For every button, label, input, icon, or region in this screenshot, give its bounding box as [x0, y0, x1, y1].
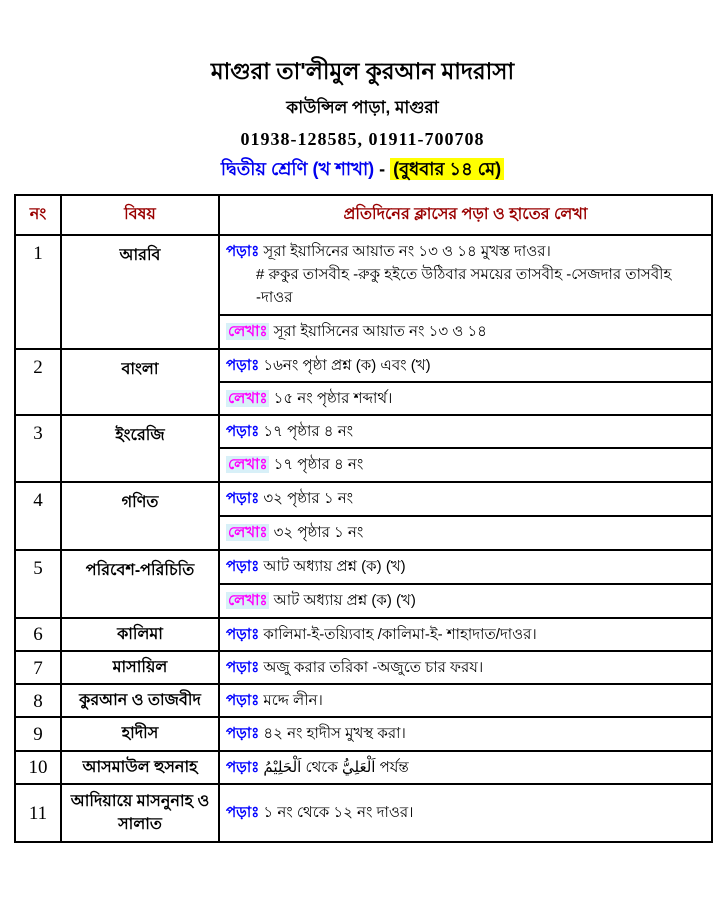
- class-and-date-line: [0, 155, 725, 186]
- table-row: [15, 349, 712, 382]
- pora-line: [226, 240, 705, 263]
- lekha-text: আট অধ্যায় প্রশ্ন (ক) (খ): [273, 592, 416, 610]
- madrasa-title: মাগুরা তা'লীমুল কুরআন মাদরাসা: [210, 58, 515, 84]
- subject-cell: আদিয়ায়ে মাসনুনাহ ও সালাত: [61, 784, 219, 842]
- pora-text: ১ নং থেকে ১২ নং দাওর।: [263, 804, 414, 822]
- row-number: 4: [15, 482, 61, 550]
- row-number: 1: [15, 235, 61, 349]
- lekha-text: ১৭ পৃষ্ঠার ৪ নং: [273, 456, 364, 474]
- pora-text: অজু করার তরিকা -অজুতে চার ফরয।: [263, 658, 484, 676]
- row-number: 10: [15, 751, 61, 784]
- pora-label: পড়াঃ: [226, 558, 260, 576]
- col-header-subject: বিষয়: [61, 195, 219, 235]
- table-row: [15, 415, 712, 448]
- subject-cell: আসমাউল হুসনাহ: [61, 751, 219, 784]
- pora-cell: [219, 784, 712, 842]
- pora-cell: [219, 684, 712, 717]
- pora-cell: [219, 651, 712, 684]
- pora-cell: [219, 550, 712, 584]
- pora-text: সূরা ইয়াসিনের আয়াত নং ১৩ ও ১৪ মুখস্ত দাওর।: [263, 242, 551, 260]
- pora-text: ১৬নং পৃষ্ঠা প্রশ্ন (ক) এবং (খ): [263, 356, 431, 374]
- subject-cell: বাংলা: [61, 349, 219, 416]
- document-header: [0, 0, 725, 186]
- pora-label: পড়াঃ: [226, 692, 260, 710]
- lekha-cell: [219, 315, 712, 349]
- pora-label: পড়াঃ: [226, 423, 260, 441]
- lesson-table: [14, 194, 713, 843]
- lekha-label: লেখাঃ: [228, 524, 268, 542]
- subject-cell: কালিমা: [61, 618, 219, 651]
- pora-cell: [219, 717, 712, 750]
- pora-cell: [219, 751, 712, 784]
- pora-text: ৪২ নং হাদীস মুখস্থ করা।: [263, 725, 406, 743]
- lekha-cell: [219, 516, 712, 550]
- pora-label: পড়াঃ: [226, 658, 260, 676]
- col-header-no: নং: [15, 195, 61, 235]
- pora-note: # রুকুর তাসবীহ -রুকু হইতে উঠিবার সময়ের তাসবীহ -সেজদার তাসবীহ -দাওর: [256, 266, 672, 307]
- row-number: 3: [15, 415, 61, 482]
- pora-cell: [219, 349, 712, 382]
- table-row: [15, 751, 712, 784]
- table-header-row: [15, 195, 712, 235]
- table-row: [15, 550, 712, 584]
- table-row: [15, 684, 712, 717]
- subject-cell: হাদীস: [61, 717, 219, 750]
- row-number: 11: [15, 784, 61, 842]
- lekha-cell: [219, 382, 712, 415]
- madrasa-address: কাউন্সিল পাড়া, মাগুরা: [286, 97, 439, 117]
- lekha-cell: [219, 448, 712, 481]
- date-highlight: (বুধবার ১৪ মে): [390, 158, 504, 180]
- subject-cell: পরিবেশ-পরিচিতি: [61, 550, 219, 618]
- pora-label: পড়াঃ: [226, 356, 260, 374]
- phone-numbers: 01938-128585, 01911-700708: [240, 128, 485, 149]
- pora-cell: [219, 618, 712, 651]
- table-row: [15, 784, 712, 842]
- pora-text: ১৭ পৃষ্ঠার ৪ নং: [263, 423, 354, 441]
- pora-cell: [219, 482, 712, 516]
- lekha-label: লেখাঃ: [228, 323, 268, 341]
- lekha-label: লেখাঃ: [228, 389, 268, 407]
- subject-cell: আরবি: [61, 235, 219, 349]
- lekha-cell: [219, 584, 712, 618]
- pora-label: পড়াঃ: [226, 725, 260, 743]
- pora-text: ৩২ পৃষ্ঠার ১ নং: [263, 490, 354, 508]
- pora-text: কালিমা-ই-তয়্যিবাহ /কালিমা-ই- শাহাদাত/দাওর।: [263, 625, 537, 643]
- pora-label: পড়াঃ: [226, 625, 260, 643]
- subject-cell: ইংরেজি: [61, 415, 219, 482]
- lekha-text: সূরা ইয়াসিনের আয়াত নং ১৩ ও ১৪: [273, 323, 487, 341]
- row-number: 7: [15, 651, 61, 684]
- subject-cell: কুরআন ও তাজবীদ: [61, 684, 219, 717]
- lekha-text: ৩২ পৃষ্ঠার ১ নং: [273, 524, 364, 542]
- pora-text: মদ্দে লীন।: [263, 692, 323, 710]
- table-row: [15, 651, 712, 684]
- lekha-text: ১৫ নং পৃষ্ঠার শব্দার্থ।: [273, 389, 393, 407]
- class-name: দ্বিতীয় শ্রেণি (খ শাখা): [220, 158, 375, 179]
- table-row: [15, 482, 712, 516]
- row-number: 2: [15, 349, 61, 416]
- row-number: 6: [15, 618, 61, 651]
- row-number: 8: [15, 684, 61, 717]
- pora-cell: [219, 235, 712, 315]
- pora-text: আট অধ্যায় প্রশ্ন (ক) (খ): [263, 558, 406, 576]
- pora-cell: [219, 415, 712, 448]
- table-row: [15, 618, 712, 651]
- row-number: 5: [15, 550, 61, 618]
- subject-cell: গণিত: [61, 482, 219, 550]
- pora-label: পড়াঃ: [226, 490, 260, 508]
- pora-text: اَلْحَلِيْمُ থেকে اَلْعَلِيُّ পর্যন্ত: [263, 758, 409, 776]
- lekha-label: লেখাঃ: [228, 456, 268, 474]
- pora-label: পড়াঃ: [226, 242, 260, 260]
- pora-label: পড়াঃ: [226, 758, 260, 776]
- table-row: [15, 717, 712, 750]
- subject-cell: মাসায়িল: [61, 651, 219, 684]
- class-date-separator: -: [374, 158, 391, 179]
- table-row: [15, 235, 712, 315]
- row-number: 9: [15, 717, 61, 750]
- lekha-label: লেখাঃ: [228, 592, 268, 610]
- pora-label: পড়াঃ: [226, 804, 260, 822]
- col-header-tasks: প্রতিদিনের ক্লাসের পড়া ও হাতের লেখা: [219, 195, 712, 235]
